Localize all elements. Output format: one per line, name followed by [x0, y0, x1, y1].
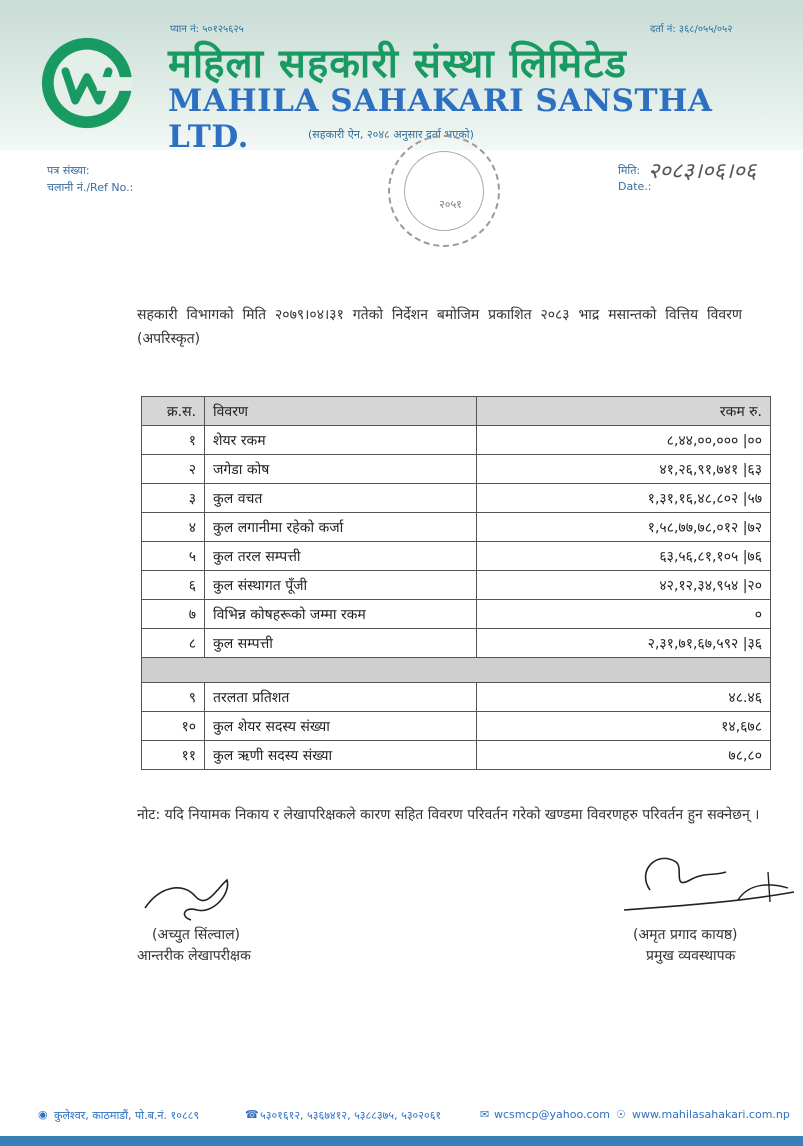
- table-row: [142, 600, 771, 629]
- email-icon: ✉: [480, 1108, 490, 1121]
- table-row: [142, 455, 771, 484]
- separator-cell: [142, 658, 771, 683]
- logo-icon: [38, 34, 136, 132]
- row-amount: ४८.४६: [477, 683, 771, 712]
- phone-icon: ☎: [245, 1108, 259, 1121]
- left-signatory-name: (अच्युत सिंल्वाल): [152, 927, 241, 943]
- table-row: [142, 426, 771, 455]
- row-amount: ८,४४,००,००० |००: [477, 426, 771, 455]
- header-description: विवरण: [205, 397, 477, 426]
- row-description: कुल सम्पत्ती: [205, 629, 477, 658]
- row-description: शेयर रकम: [205, 426, 477, 455]
- left-signature-icon: [135, 868, 245, 928]
- row-description: तरलता प्रतिशत: [205, 683, 477, 712]
- table-separator-row: [142, 658, 771, 683]
- footer-email[interactable]: wcsmcp@yahoo.com: [494, 1108, 610, 1121]
- location-icon: ◉: [38, 1108, 48, 1121]
- row-sn: ८: [142, 629, 205, 658]
- table-row: [142, 629, 771, 658]
- intro-paragraph: सहकारी विभागको मिति २०७९।०४।३१ गतेको निर्देशन बमोजिम प्रकाशित २०८३ भाद्र मसान्तको वित्तिय विवरण (अपरिस्कृत): [137, 307, 742, 347]
- table-row: [142, 571, 771, 600]
- footer-phones: ५३०१६१२, ५३६७४१२, ५३८८३७५, ५३०२०६१: [260, 1109, 442, 1122]
- right-signatory-title: प्रमुख व्यवस्थापक: [646, 948, 736, 964]
- table-row: [142, 484, 771, 513]
- row-sn: ४: [142, 513, 205, 542]
- ref-number-label: चलानी नं./Ref No.:: [47, 181, 134, 194]
- row-sn: ७: [142, 600, 205, 629]
- header-amount: रकम रु.: [477, 397, 771, 426]
- row-description: जगेडा कोष: [205, 455, 477, 484]
- registration-note: (सहकारी ऐन, २०४८ अनुसार दर्ता भएको): [308, 128, 474, 141]
- table-row: [142, 513, 771, 542]
- office-stamp: [388, 135, 500, 247]
- org-name-english: MAHILA SAHAKARI SANSTHA LTD.: [168, 83, 713, 155]
- table-row: [142, 542, 771, 571]
- registration-number: दर्ता नं: ३६८/०५५/०५२: [650, 24, 733, 35]
- pan-number: प्यान नं: ५०१२५६२५: [170, 24, 244, 35]
- right-signature-icon: [618, 832, 798, 924]
- row-amount: ४२,१२,३४,९५४ |२०: [477, 571, 771, 600]
- row-sn: ६: [142, 571, 205, 600]
- stamp-inner-ring: [404, 151, 484, 231]
- globe-icon: ☉: [616, 1108, 626, 1121]
- row-sn: १०: [142, 712, 205, 741]
- row-sn: १: [142, 426, 205, 455]
- row-amount: ०: [477, 600, 771, 629]
- left-signatory-title: आन्तरीक लेखापरीक्षक: [137, 948, 251, 964]
- row-description: कुल लगानीमा रहेको कर्जा: [205, 513, 477, 542]
- letterhead: [0, 0, 803, 155]
- table-row: [142, 741, 771, 770]
- footer-bar: [0, 1136, 803, 1146]
- row-description: विभिन्न कोषहरूको जम्मा रकम: [205, 600, 477, 629]
- footer-website[interactable]: www.mahilasahakari.com.np: [632, 1108, 790, 1121]
- row-description: कुल शेयर सदस्य संख्या: [205, 712, 477, 741]
- row-amount: २,३१,७१,६७,५९२ |३६: [477, 629, 771, 658]
- table-header-row: [142, 397, 771, 426]
- row-description: कुल ऋणी सदस्य संख्या: [205, 741, 477, 770]
- row-sn: ९: [142, 683, 205, 712]
- org-name-nepali: महिला सहकारी संस्था लिमिटेड: [168, 41, 627, 87]
- row-sn: ५: [142, 542, 205, 571]
- row-sn: ११: [142, 741, 205, 770]
- table-row: [142, 712, 771, 741]
- date-label: Date.:: [618, 180, 652, 193]
- header-sn: क्र.स.: [142, 397, 205, 426]
- financial-table: [141, 396, 771, 770]
- row-amount: ७८,८०: [477, 741, 771, 770]
- row-amount: १४,६७८: [477, 712, 771, 741]
- row-description: कुल संस्थागत पूँजी: [205, 571, 477, 600]
- letter-number-label: पत्र संख्या:: [47, 164, 90, 177]
- footer-address: कुलेश्वर, काठमाडौं, पो.ब.नं. १०८८९: [54, 1109, 200, 1122]
- row-description: कुल वचत: [205, 484, 477, 513]
- table-row: [142, 683, 771, 712]
- row-sn: ३: [142, 484, 205, 513]
- row-amount: ४१,२६,९१,७४१ |६३: [477, 455, 771, 484]
- handwritten-date: २०८३।०६।०६: [648, 159, 757, 184]
- right-signatory-name: (अमृत प्रगाद कायष्ठ): [633, 927, 738, 943]
- stamp-year: २०५१: [439, 198, 462, 211]
- row-sn: २: [142, 455, 205, 484]
- row-amount: ६३,५६,८१,१०५ |७६: [477, 542, 771, 571]
- row-amount: १,३१,१६,४८,८०२ |५७: [477, 484, 771, 513]
- row-amount: १,५८,७७,७८,०१२ |७२: [477, 513, 771, 542]
- note-paragraph: नोट: यदि नियामक निकाय र लेखापरिक्षकले कारण सहित विवरण परिवर्तन गरेको खण्डमा विवरणहरु परिवर्तन हुन सक्नेछन् ।: [137, 807, 760, 823]
- row-description: कुल तरल सम्पत्ती: [205, 542, 477, 571]
- miti-label: मिति:: [618, 164, 641, 177]
